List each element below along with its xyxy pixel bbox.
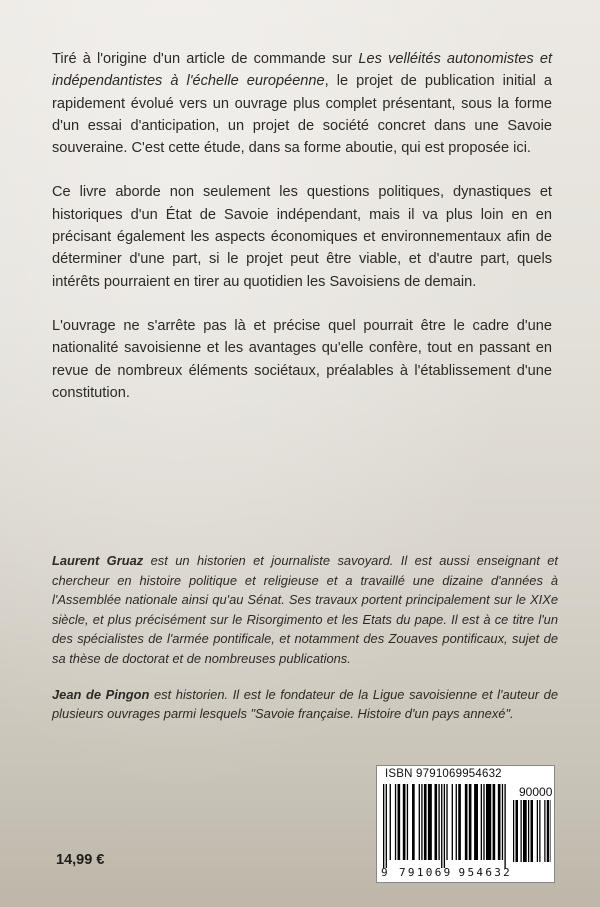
barcode-bar [444, 784, 445, 868]
barcode-bar [502, 784, 503, 860]
barcode-bar [521, 800, 522, 862]
barcode-bar [428, 784, 432, 860]
barcode-bars-addon [513, 800, 551, 864]
barcode-bar [544, 800, 545, 862]
barcode-bar [469, 784, 472, 860]
barcode-bar [386, 784, 387, 868]
barcode-bar [434, 784, 437, 860]
barcode-bar [493, 784, 496, 860]
barcode-bar [481, 784, 482, 860]
barcode-addon-digits: 90000 [519, 785, 553, 799]
barcode-bar [412, 784, 415, 860]
barcode-digits [381, 866, 552, 879]
barcode-bar [395, 784, 396, 860]
barcode-bar [424, 784, 427, 860]
barcode-bar [403, 784, 406, 860]
barcode-bar [513, 800, 514, 862]
author-bio: Jean de Pingon est historien. Il est le fondateur de la Ligue savoisienne et l'auteur de plusieurs ouvrages parmi lesquels "Savoie française. Histoire d'un pays annexé". [52, 686, 558, 722]
barcode-bar [537, 800, 538, 862]
barcode-bar [483, 784, 484, 860]
barcode-bar [474, 784, 478, 860]
barcode-bar [419, 784, 420, 860]
barcode-bars-main [383, 784, 511, 870]
barcode-bar [528, 800, 529, 862]
barcode-bar [531, 800, 534, 862]
barcode-bar [390, 784, 391, 860]
barcode-bar [383, 784, 384, 868]
barcode-bar [551, 800, 552, 862]
barcode-bar [456, 784, 457, 860]
blurb-text [52, 48, 552, 426]
barcode-bar [465, 784, 468, 860]
barcode-bar [438, 784, 439, 860]
barcode-bar [539, 800, 540, 862]
ean-first-digit: 9 [381, 866, 388, 879]
author-name: Jean de Pingon [52, 686, 150, 702]
barcode-bar [421, 784, 422, 860]
author-name: Laurent Gruaz [52, 553, 144, 568]
price: 14,99 € [56, 852, 105, 868]
barcode-bar [458, 784, 461, 860]
ean-digit-group-1: 791069 [399, 866, 453, 879]
barcode-bar [486, 784, 491, 860]
barcode-bar [407, 784, 408, 860]
barcode-bar [446, 784, 447, 860]
blurb-paragraph-1: Tiré à l'origine d'un article de commande sur Les velléités autonomistes et indépendantistes à l'échelle européenne, le projet de publication initial a rapidement évolué vers un ouvrage plus complet présentant, sous la forme d'un essai d'anticipation, un projet de société concret dans une Savoie souveraine. C'est cette étude, dans sa forme aboutie, qui est proposée ici. [52, 51, 552, 157]
blurb-paragraph-3: L'ouvrage ne s'arrête pas là et précise quel pourrait être le cadre d'une nationalité savoisienne et les avantages qu'elle confère, tout en passant en revue de nombreux éléments sociétaux, préalables à l'établissement d'une constitution. [52, 317, 552, 401]
author-bio: Laurent Gruaz est un historien et journaliste savoyard. Il est aussi enseignant et chercheur en histoire politique et religieuse et a travaillé une dizaine d'années à l'Assemblée nationale ainsi qu'au Sénat. Ses travaux portent principalement sur le XIXe siècle, et plus précisément sur le Risorgimento et les Etats du pape. Il est à ce titre l'un des spécialistes de l'armée pontificale, et notamment des Zouaves pontificaux, sujet de sa thèse de doctorat et de nombreuses publications. [52, 553, 558, 666]
isbn-label: ISBN 9791069954632 [385, 768, 502, 780]
article-title: Les velléités autonomistes et indépendantistes à l'échelle européenne [52, 51, 552, 90]
barcode-bar [452, 784, 453, 860]
barcode-bar [398, 784, 401, 860]
ean-digit-group-2: 954632 [458, 866, 513, 879]
barcode-bar [516, 800, 519, 862]
author-bios [52, 551, 558, 740]
isbn-barcode [376, 765, 555, 883]
barcode-bar [523, 800, 527, 862]
blurb-paragraph-2: Ce livre aborde non seulement les questions politiques, dynastiques et historiques d'un État de Savoie indépendant, mais il va plus loin en en précisant également les aspects économiques et environnementaux afin de déterminer d'une part, si le projet peut être viable, et d'autre part, quels intérêts pourraient en tirer au quotidien les Savoisiens de demain. [52, 184, 552, 290]
barcode-bar [441, 784, 442, 868]
barcode-bar [504, 784, 505, 868]
barcode-bar [498, 784, 501, 860]
barcode-bar [547, 800, 550, 862]
